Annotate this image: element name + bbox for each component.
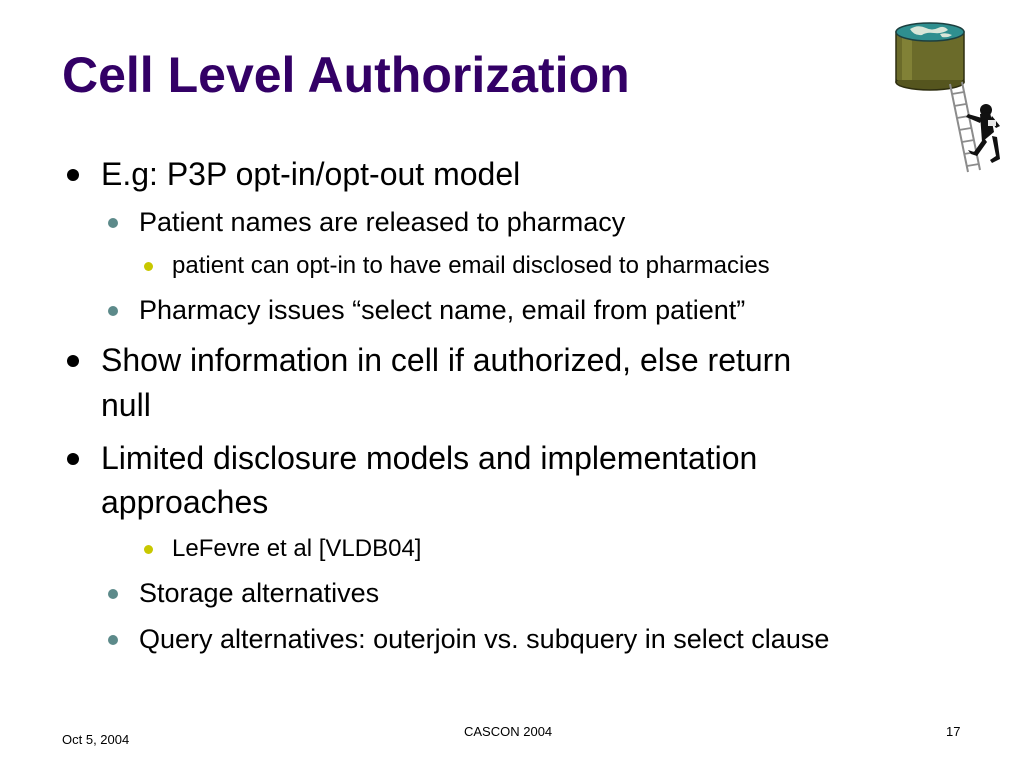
bullet-item: [139, 575, 379, 611]
black-disc-bullet-icon: [67, 355, 79, 367]
bullet-item: [139, 292, 745, 328]
footer-date: Oct 5, 2004: [62, 732, 130, 747]
bullet-item: [172, 533, 421, 565]
footer-event: CASCON 2004: [464, 724, 553, 739]
bullet-text: Pharmacy issues “select name, email from patient”: [139, 295, 746, 325]
teal-disc-bullet-icon: [108, 635, 118, 645]
bullet-text: null: [101, 387, 151, 423]
bullet-text: E.g: P3P opt-in/opt-out model: [101, 156, 521, 192]
footer-page-number: 17: [946, 724, 961, 739]
bullet-text: LeFevre et al [VLDB04]: [172, 535, 422, 562]
bullet-item: [139, 621, 829, 657]
bullet-item: [172, 250, 770, 282]
black-disc-bullet-icon: [67, 169, 79, 181]
teal-disc-bullet-icon: [108, 589, 118, 599]
bullet-continuation: [101, 383, 151, 427]
bullet-item: [139, 204, 625, 240]
bullet-text: patient can opt-in to have email disclosed to pharmacies: [172, 252, 770, 279]
bullet-text: Patient names are released to pharmacy: [139, 207, 626, 237]
black-disc-bullet-icon: [67, 453, 79, 465]
teal-disc-bullet-icon: [108, 218, 118, 228]
teal-disc-bullet-icon: [108, 306, 118, 316]
yellow-disc-bullet-icon: [144, 262, 153, 271]
bullet-text: approaches: [101, 484, 269, 520]
slide-title: Cell Level Authorization: [62, 47, 630, 103]
bullet-text: Storage alternatives: [139, 578, 380, 608]
bullet-text: Query alternatives: outerjoin vs. subquery in select clause: [139, 624, 830, 654]
bullet-continuation: [101, 480, 268, 524]
bullet-item: [101, 436, 757, 480]
bullet-text: Show information in cell if authorized, else return: [101, 342, 792, 378]
bullet-text: Limited disclosure models and implementation: [101, 440, 758, 476]
bullet-item: [101, 338, 791, 382]
yellow-disc-bullet-icon: [144, 545, 153, 554]
bullet-item: [101, 152, 520, 196]
